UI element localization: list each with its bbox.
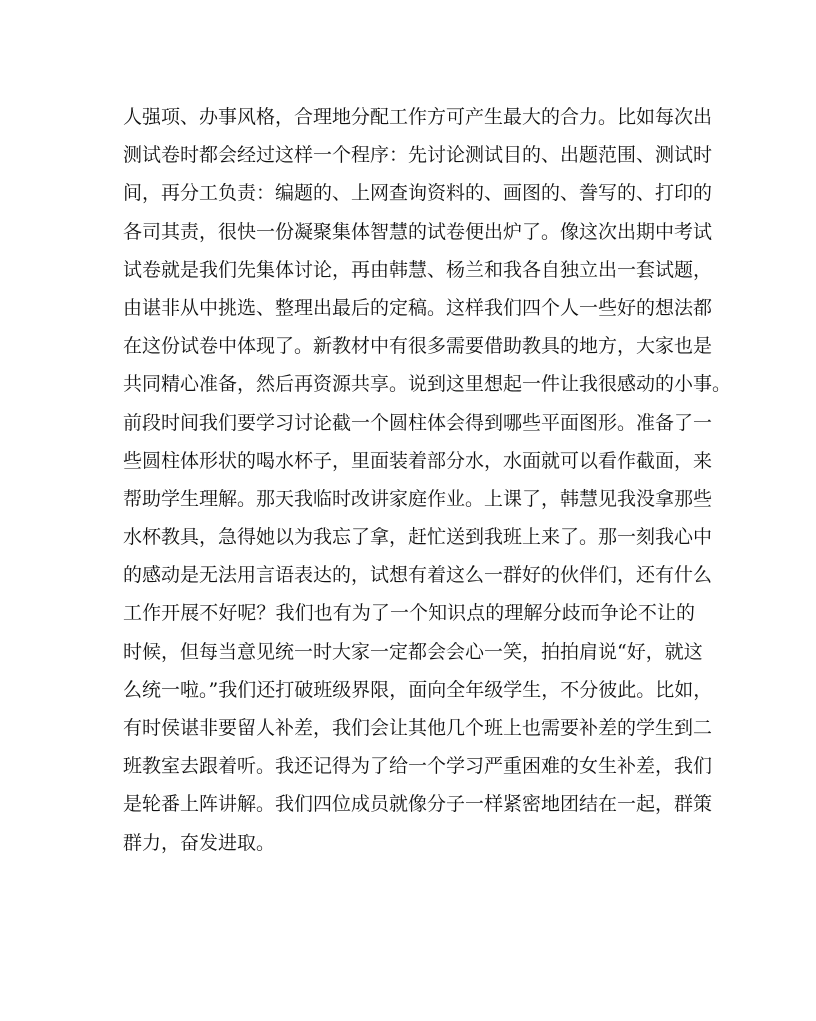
text-line: 有时侯谌非要留人补差，我们会让其他几个班上也需要补差的学生到二 xyxy=(123,717,713,739)
text-line: 些圆柱体形状的喝水杯子，里面装着部分水，水面就可以看作截面，来 xyxy=(123,449,713,472)
body-paragraph xyxy=(123,101,732,865)
text-line: 试卷就是我们先集体讨论，再由韩慧、杨兰和我各自独立出一套试题， xyxy=(123,258,713,281)
text-line: 共同精心准备，然后再资源共享。说到这里想起一件让我很感动的小事。 xyxy=(123,373,732,396)
text-line: 各司其责，很快一份凝聚集体智慧的试卷便出炉了。像这次出期中考试 xyxy=(123,220,713,243)
text-line: 群力，奋发进取。 xyxy=(123,831,276,854)
text-line: 班教室去跟着听。我还记得为了给一个学习严重困难的女生补差，我们 xyxy=(123,755,713,778)
text-line: 帮助学生理解。那天我临时改讲家庭作业。上课了，韩慧见我没拿那些 xyxy=(123,487,713,510)
text-line: 测试卷时都会经过这样一个程序：先讨论测试目的、出题范围、测试时 xyxy=(123,144,713,167)
text-line: 么统一啦。”我们还打破班级界限，面向全年级学生，不分彼此。比如， xyxy=(123,678,713,701)
text-line: 人强项、办事风格，合理地分配工作方可产生最大的合力。比如每次出 xyxy=(123,106,713,128)
text-line: 由谌非从中挑选、整理出最后的定稿。这样我们四个人一些好的想法都 xyxy=(123,296,713,319)
text-line: 前段时间我们要学习讨论截一个圆柱体会得到哪些平面图形。准备了一 xyxy=(123,411,713,434)
text-line: 工作开展不好呢？我们也有为了一个知识点的理解分歧而争论不让的 xyxy=(123,602,695,625)
text-line: 在这份试卷中体现了。新教材中有很多需要借助教具的地方，大家也是 xyxy=(123,335,713,358)
text-line: 时候，但每当意见统一时大家一定都会会心一笑，拍拍肩说“好，就这 xyxy=(123,640,703,663)
text-line: 水杯教具，急得她以为我忘了拿，赶忙送到我班上来了。那一刻我心中 xyxy=(123,526,713,549)
text-line: 是轮番上阵讲解。我们四位成员就像分子一样紧密地团结在一起，群策 xyxy=(123,793,713,816)
text-line: 的感动是无法用言语表达的，试想有着这么一群好的伙伴们，还有什么 xyxy=(123,564,713,587)
text-line: 间，再分工负责：编题的、上网查询资料的、画图的、誊写的、打印的 xyxy=(123,182,713,205)
